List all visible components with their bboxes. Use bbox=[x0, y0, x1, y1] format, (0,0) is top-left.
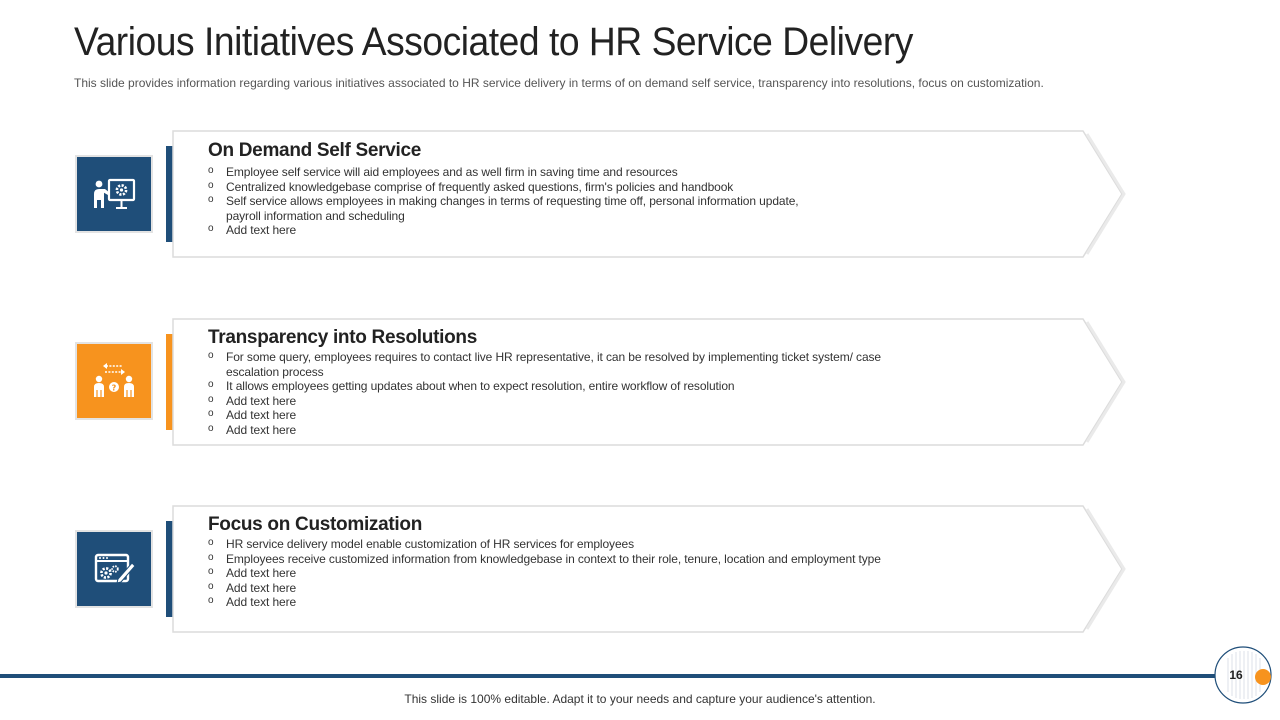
slide-subtitle: This slide provides information regarding various initiatives associated to HR service delivery in terms of on demand self service, transparency into resolutions, focus on customization. bbox=[74, 76, 1044, 90]
bullet-item: o Add text here bbox=[208, 394, 888, 409]
bullet-item: o Employees receive customized information from knowledgebase in context to their role, tenure, location and employment type bbox=[208, 552, 886, 567]
bullet-item: o Add text here bbox=[208, 223, 888, 238]
presentation-gear-icon bbox=[77, 157, 151, 231]
section-heading: Transparency into Resolutions bbox=[208, 327, 477, 348]
bullet-item: o Add text here bbox=[208, 581, 888, 596]
bullet-item: o It allows employees getting updates about when to expect resolution, entire workflow of resolution bbox=[208, 379, 888, 394]
window-gear-pencil-icon bbox=[77, 532, 151, 606]
bullet-item: o Add text here bbox=[208, 595, 888, 610]
bullet-item: o Add text here bbox=[208, 566, 888, 581]
section-heading: Focus on Customization bbox=[208, 514, 423, 535]
bullet-item: o Employee self service will aid employees and as well firm in saving time and resources bbox=[208, 165, 888, 180]
initiative-row-customization bbox=[0, 505, 1280, 635]
bullet-list bbox=[208, 350, 888, 437]
bullet-list bbox=[208, 165, 888, 238]
section-content bbox=[208, 140, 888, 238]
bullet-item: o Self service allows employees in making changes in terms of requesting time off, personal information update, payroll information and scheduling bbox=[208, 194, 836, 223]
bullet-item: o Add text here bbox=[208, 423, 888, 438]
bullet-list bbox=[208, 537, 888, 610]
bullet-item: o Add text here bbox=[208, 408, 888, 423]
bullet-item: o Centralized knowledgebase comprise of frequently asked questions, firm's policies and handbook bbox=[208, 180, 888, 195]
page-number: 16 bbox=[1229, 668, 1243, 682]
section-content bbox=[208, 514, 888, 610]
footer-divider bbox=[0, 674, 1215, 678]
slide-title: Various Initiatives Associated to HR Service Delivery bbox=[74, 20, 913, 64]
bullet-item: o For some query, employees requires to contact live HR representative, it can be resolved by implementing ticket system/ case escalation process bbox=[208, 350, 886, 379]
people-exchange-icon bbox=[77, 344, 151, 418]
footer-note: This slide is 100% editable. Adapt it to your needs and capture your audience's attention. bbox=[404, 692, 876, 706]
svg-text:?: ? bbox=[111, 383, 117, 393]
section-content bbox=[208, 327, 888, 437]
initiative-row-self-service bbox=[0, 130, 1280, 260]
section-heading: On Demand Self Service bbox=[208, 140, 422, 161]
initiative-row-transparency bbox=[0, 318, 1280, 448]
bullet-item: o HR service delivery model enable customization of HR services for employees bbox=[208, 537, 888, 552]
